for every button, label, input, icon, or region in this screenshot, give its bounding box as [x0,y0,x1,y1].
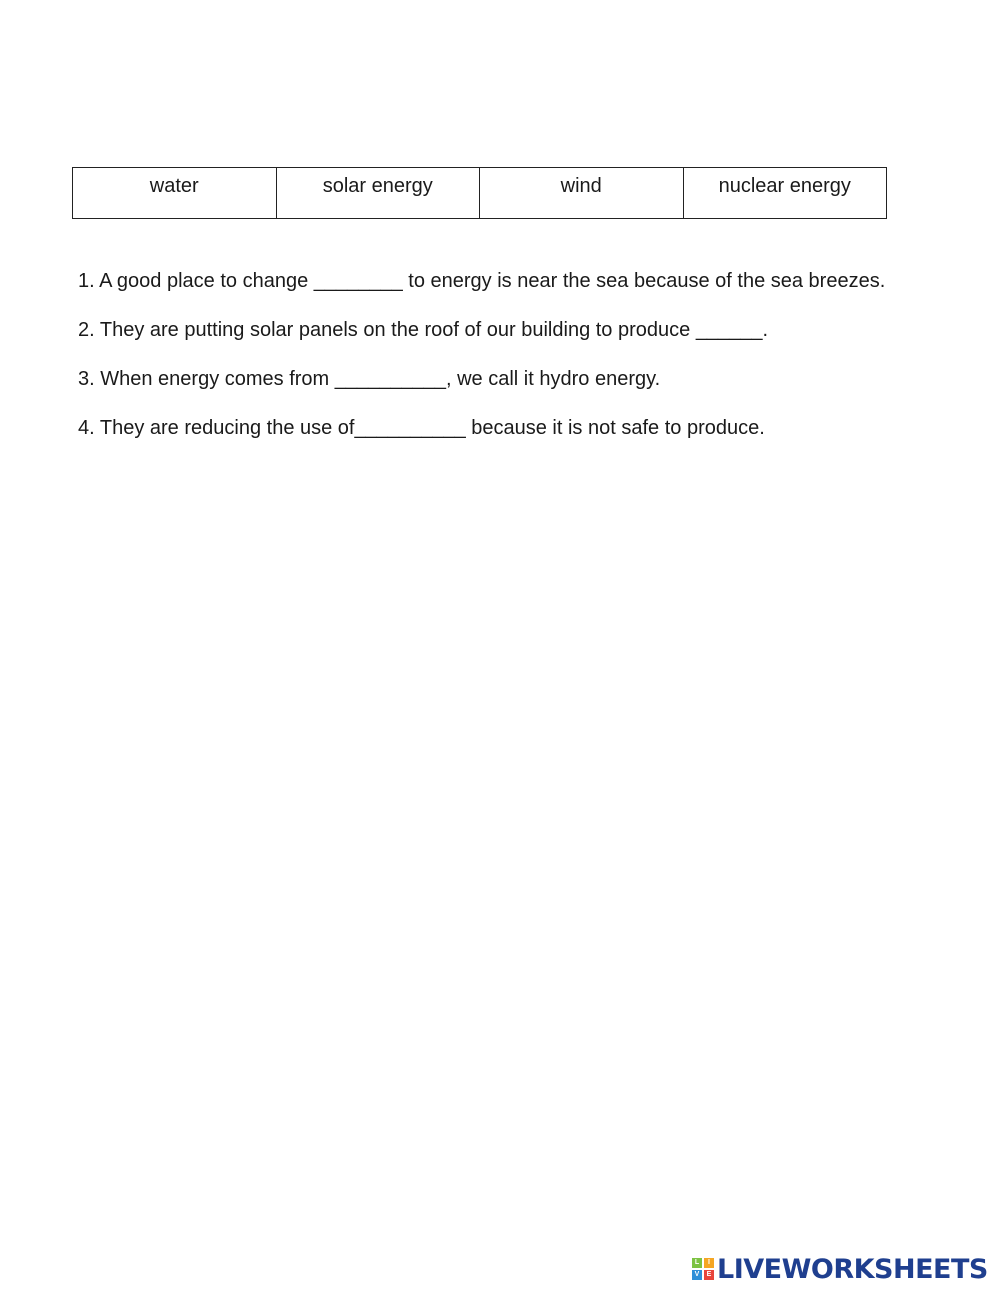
logo-text: LIVEWORKSHEETS [717,1253,988,1285]
word-bank-cell: wind [480,168,684,219]
question-1: 1. A good place to change ________ to energy is near the sea because of the sea breezes. [78,270,886,292]
logo-tile: I [704,1258,714,1268]
word-bank-cell: solar energy [276,168,480,219]
logo-tile: V [692,1270,702,1280]
word-bank-table [72,167,887,219]
question-list [78,266,958,462]
question-4: 4. They are reducing the use of__________ because it is not safe to produce. [78,417,765,439]
logo-tile: L [692,1258,702,1268]
word-bank-cell: nuclear energy [683,168,887,219]
question-2: 2. They are putting solar panels on the roof of our building to produce ______. [78,319,769,341]
liveworksheets-logo [692,1254,988,1284]
word-bank-cell: water [73,168,277,219]
word-bank-row [73,168,887,219]
question-3: 3. When energy comes from __________, we call it hydro energy. [78,368,661,390]
logo-tiles-icon [692,1258,714,1280]
logo-tile: E [704,1270,714,1280]
